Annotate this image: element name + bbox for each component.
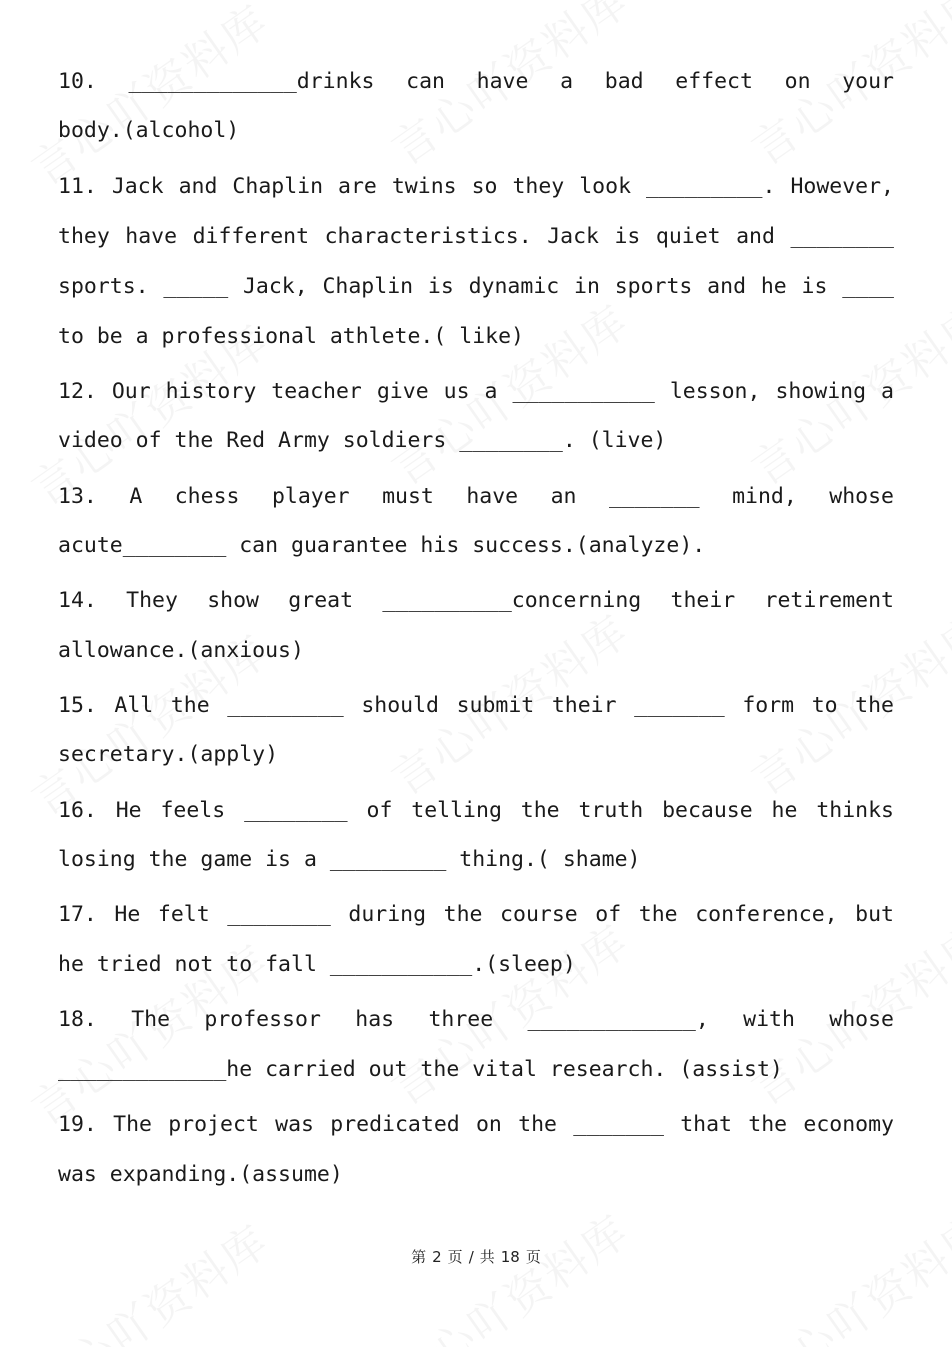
question-13-line-2: acute________ can guarantee his success.(analyze). — [58, 533, 706, 558]
question-11-line-3: sports. _____ Jack, Chaplin is dynamic in sports and he is ____ — [58, 274, 894, 299]
question-12-line-1: 12. Our history teacher give us a ___________ lesson, showing a — [58, 379, 894, 404]
watermark — [377, 1197, 640, 1347]
watermark — [737, 1197, 952, 1347]
question-15-line-2: secretary.(apply) — [58, 742, 279, 767]
footer-separator: / — [468, 1248, 474, 1266]
question-17-line-1: 17. He felt ________ during the course of the conference, but — [58, 902, 894, 927]
footer-total-prefix: 共 — [479, 1248, 495, 1266]
question-14-line-1: 14. They show great __________concerning their retirement — [58, 588, 894, 613]
question-13-line-1: 13. A chess player must have an _______ mind, whose — [58, 484, 894, 509]
question-17-line-2: he tried not to fall ___________.(sleep) — [58, 952, 576, 977]
question-19-line-2: was expanding.(assume) — [58, 1162, 343, 1187]
question-16-line-2: losing the game is a _________ thing.( shame) — [58, 847, 641, 872]
question-11-line-2: they have different characteristics. Jack is quiet and ________ — [58, 224, 894, 249]
footer-page-suffix: 页 — [447, 1248, 463, 1266]
question-16-line-1: 16. He feels ________ of telling the truth because he thinks — [58, 798, 894, 823]
question-12-line-2: video of the Red Army soldiers ________. (live) — [58, 428, 667, 453]
question-18-line-2: _____________he carried out the vital research. (assist) — [58, 1057, 783, 1082]
question-19-line-1: 19. The project was predicated on the _______ that the economy — [58, 1112, 894, 1137]
footer-page-number: 2 — [432, 1248, 442, 1266]
watermark — [17, 1207, 280, 1347]
page-footer — [0, 1246, 952, 1267]
question-15-line-1: 15. All the _________ should submit their _______ form to the — [58, 693, 894, 718]
question-11-line-1: 11. Jack and Chaplin are twins so they look _________. However, — [58, 174, 894, 199]
question-14-line-2: allowance.(anxious) — [58, 638, 304, 663]
footer-total-suffix: 页 — [525, 1248, 541, 1266]
footer-prefix: 第 — [411, 1248, 427, 1266]
footer-total-pages: 18 — [500, 1248, 520, 1266]
question-18-line-1: 18. The professor has three _____________, with whose — [58, 1007, 894, 1032]
question-10-line-2: body.(alcohol) — [58, 118, 240, 143]
question-10-line-1: 10. _____________drinks can have a bad effect on your — [58, 69, 894, 94]
question-11-line-4: to be a professional athlete.( like) — [58, 324, 524, 349]
watermark — [17, 0, 280, 197]
